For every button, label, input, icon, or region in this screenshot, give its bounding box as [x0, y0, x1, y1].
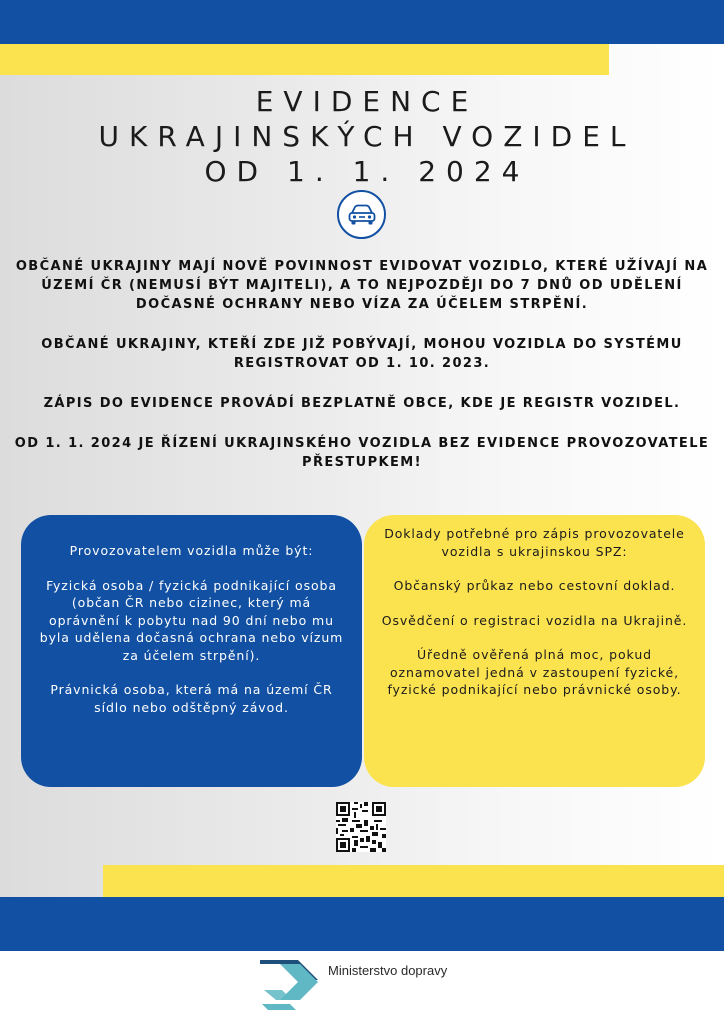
documents-power-of-attorney: Úředně ověřená plná moc, pokud oznamovatel jedná v zastoupení fyzické, fyzické podnikající nebo právnické osoby. — [387, 647, 682, 697]
car-icon — [337, 190, 386, 239]
paragraph-free-registration: ZÁPIS DO EVIDENCE PROVÁDÍ BEZPLATNĚ OBCE, KDE JE REGISTR VOZIDEL. — [43, 396, 681, 411]
required-documents-box — [364, 515, 705, 787]
qr-code-icon[interactable] — [336, 802, 386, 852]
title-line-2: UKRAJINSKÝCH VOZIDEL — [98, 120, 636, 153]
paragraph-obligation: OBČANÉ UKRAJINY MAJÍ NOVĚ POVINNOST EVIDOVAT VOZIDLO, KTERÉ UŽÍVAJÍ NA ÚZEMÍ ČR (NEMUSÍ BÝT MAJITELI), A TO NEJPOZDĚJI DO 7 DNŮ OD UDĚLENÍ DOČASNÉ OCHRANY NEBO VÍZA ZA ÚČELEM STRPĚNÍ. — [15, 259, 709, 312]
title-line-3: OD 1. 1. 2024 — [204, 155, 530, 188]
paragraph-offence-warning: OD 1. 1. 2024 JE ŘÍZENÍ UKRAJINSKÉHO VOZIDLA BEZ EVIDENCE PROVOZOVATELE PŘESTUPKEM! — [14, 436, 710, 470]
documents-registration-certificate: Osvědčení o registraci vozidla na Ukrajině. — [381, 612, 688, 628]
operator-legal-person: Právnická osoba, která má na území ČR sídlo nebo odštěpný závod. — [50, 682, 333, 715]
documents-heading: Doklady potřebné pro zápis provozovatele vozidla s ukrajinskou SPZ: — [384, 526, 685, 559]
top-blue-band — [0, 0, 724, 44]
bottom-blue-band — [0, 897, 724, 951]
operator-info-box — [21, 515, 362, 787]
paragraph-registration-start: OBČANÉ UKRAJINY, KTEŘÍ ZDE JIŽ POBÝVAJÍ, MOHOU VOZIDLA DO SYSTÉMU REGISTROVAT OD 1. 10. 2023. — [41, 337, 683, 371]
documents-id-card: Občanský průkaz nebo cestovní doklad. — [393, 578, 676, 593]
footer — [0, 951, 724, 1024]
car-icon-graphic — [347, 204, 377, 226]
top-yellow-band — [0, 44, 609, 75]
ministry-logo-icon — [260, 960, 326, 1012]
operator-natural-person: Fyzická osoba / fyzická podnikající osoba (občan ČR nebo cizinec, který má oprávnění k pobytu nad 90 dní nebo mu byla udělena dočasná ochrana nebo vízum za účelem strpění). — [39, 577, 344, 663]
operator-heading: Provozovatelem vozidla může být: — [69, 543, 314, 558]
ministry-name: Ministerstvo dopravy — [328, 963, 448, 978]
bottom-yellow-band — [103, 865, 724, 897]
title-line-1: EVIDENCE — [255, 85, 479, 118]
